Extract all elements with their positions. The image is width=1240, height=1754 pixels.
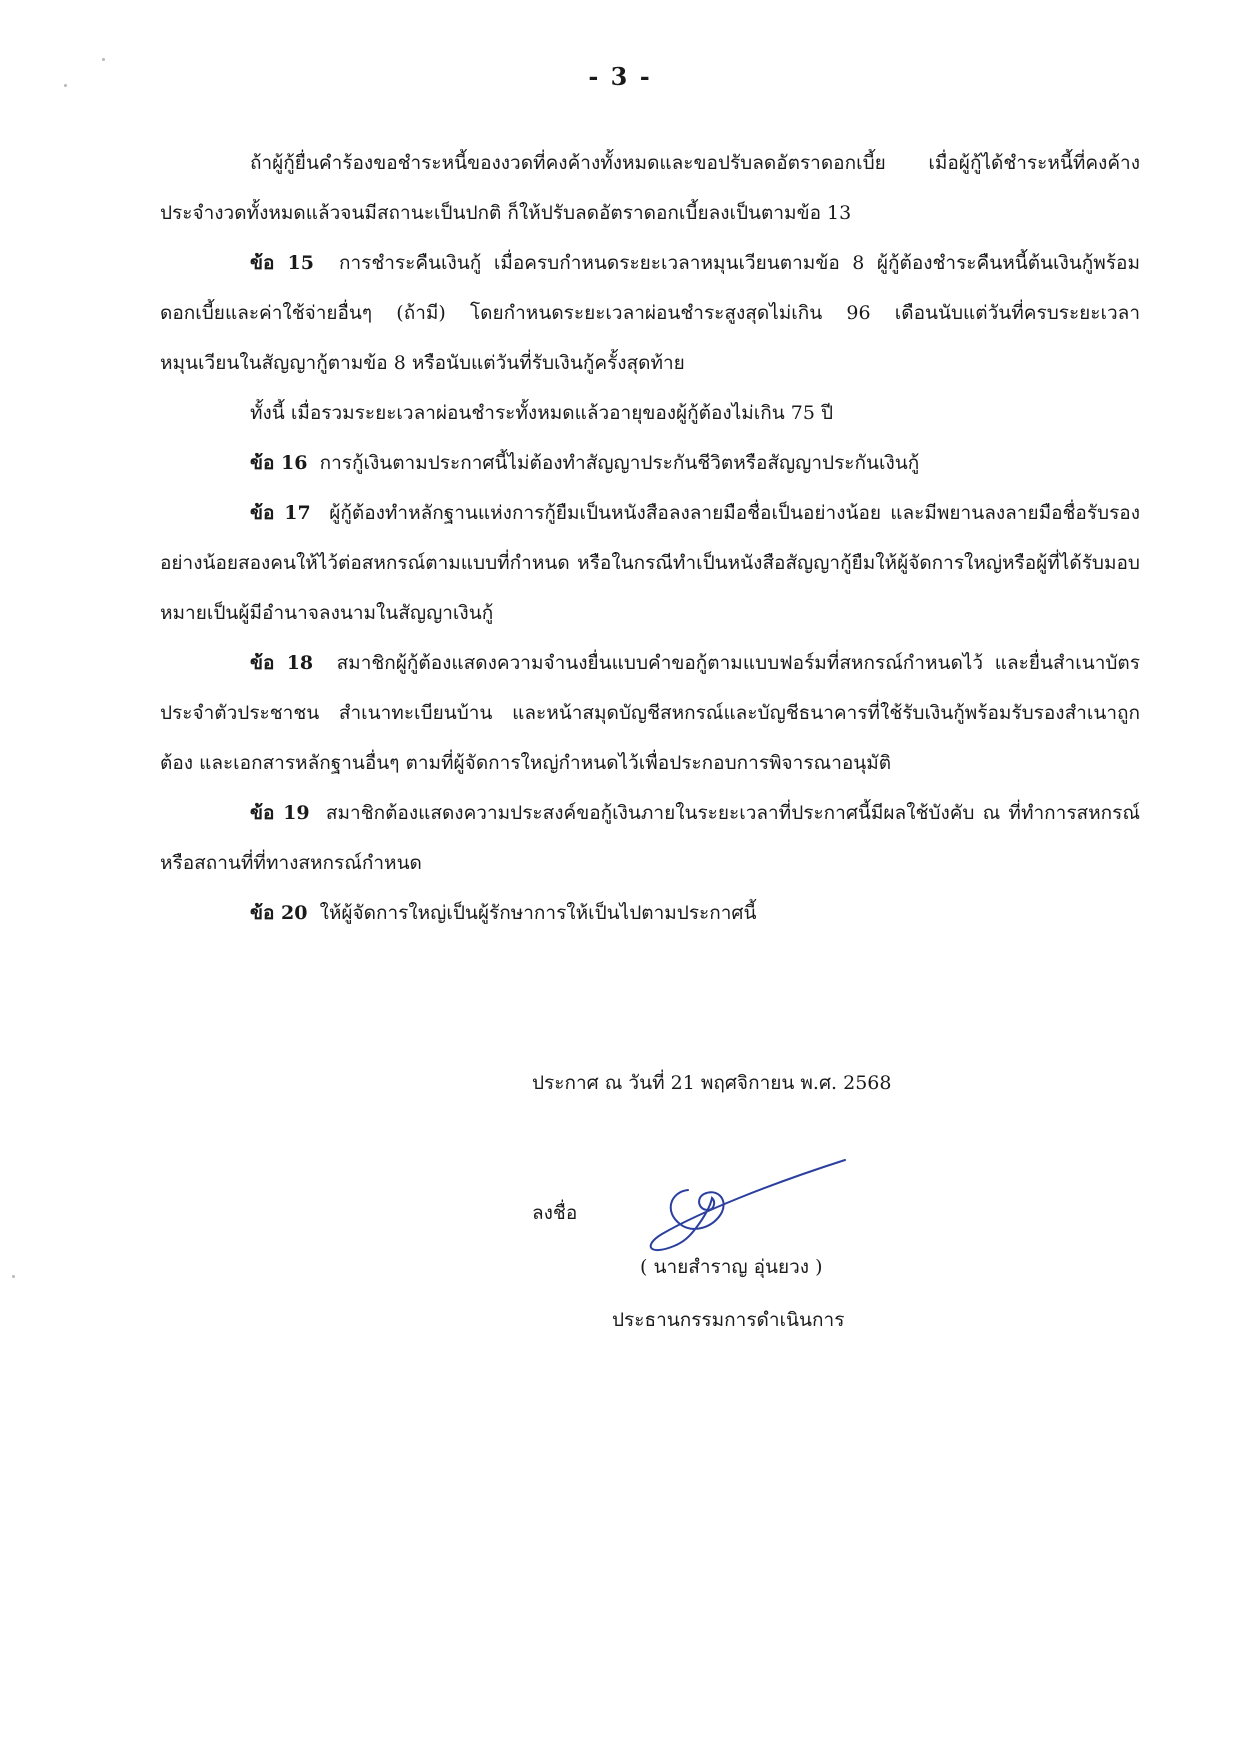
document-body xyxy=(160,138,1140,938)
paragraph-clause-17 xyxy=(160,488,1140,638)
paragraph-text: ทั้งนี้ เมื่อรวมระยะเวลาผ่อนชำระทั้งหมดแล้วอายุของผู้กู้ต้องไม่เกิน 75 ปี xyxy=(250,402,834,424)
clause-number: ข้อ 19 xyxy=(250,802,310,824)
page-number: - 3 - xyxy=(588,62,652,91)
clause-number: ข้อ 15 xyxy=(250,252,314,274)
paragraph-text: ให้ผู้จัดการใหญ่เป็นผู้รักษาการให้เป็นไปตามประกาศนี้ xyxy=(319,902,757,924)
clause-number: ข้อ 18 xyxy=(250,652,314,674)
paragraph-text: การกู้เงินตามประกาศนี้ไม่ต้องทำสัญญาประกันชีวิตหรือสัญญาประกันเงินกู้ xyxy=(319,452,920,474)
paragraph-clause-18 xyxy=(160,638,1140,788)
paragraph-intro xyxy=(160,138,1140,238)
scan-speck xyxy=(102,58,105,61)
paragraph-clause-19 xyxy=(160,788,1140,888)
paragraph-clause-15 xyxy=(160,238,1140,388)
paragraph-text: สมาชิกผู้กู้ต้องแสดงความจำนงยื่นแบบคำขอกู้ตามแบบฟอร์มที่สหกรณ์กำหนดไว้ และยื่นสำเนาบัตรประจำตัวประชาชน สำเนาทะเบียนบ้าน และหน้าสมุดบัญชีสหกรณ์และบัญชีธนาคารที่ใช้รับเงินกู้พร้อมรับรองสำเนาถูกต้อง และเอกสารหลักฐานอื่นๆ ตามที่ผู้จัดการใหญ่กำหนดไว้เพื่อประกอบการพิจารณาอนุมัติ xyxy=(160,652,1140,774)
signer-name: ( นายสำราญ อุ่นยวง ) xyxy=(640,1256,823,1278)
paragraph-text: การชำระคืนเงินกู้ เมื่อครบกำหนดระยะเวลาหมุนเวียนตามข้อ 8 ผู้กู้ต้องชำระคืนหนี้ต้นเงินกู้พร้อมดอกเบี้ยและค่าใช้จ่ายอื่นๆ (ถ้ามี) โดยกำหนดระยะเวลาผ่อนชำระสูงสุดไม่เกิน 96 เดือนนับแต่วันที่ครบระยะเวลาหมุนเวียนในสัญญากู้ตามข้อ 8 หรือนับแต่วันที่รับเงินกู้ครั้งสุดท้าย xyxy=(160,252,1140,374)
signer-title: ประธานกรรมการดำเนินการ xyxy=(612,1309,845,1331)
paragraph-text: ถ้าผู้กู้ยื่นคำร้องขอชำระหนี้ของงวดที่คงค้างทั้งหมดและขอปรับลดอัตราดอกเบี้ย เมื่อผู้กู้ได้ชำระหนี้ที่คงค้างประจำงวดทั้งหมดแล้วจนมีสถานะเป็นปกติ ก็ให้ปรับลดอัตราดอกเบี้ยลงเป็นตามข้อ 13 xyxy=(160,152,1140,224)
paragraph-text: ผู้กู้ต้องทำหลักฐานแห่งการกู้ยืมเป็นหนังสือลงลายมือชื่อเป็นอย่างน้อย และมีพยานลงลายมือชื่อรับรองอย่างน้อยสองคนให้ไว้ต่อสหกรณ์ตามแบบที่กำหนด หรือในกรณีทำเป็นหนังสือสัญญากู้ยืมให้ผู้จัดการใหญ่หรือผู้ที่ได้รับมอบหมายเป็นผู้มีอำนาจลงนามในสัญญาเงินกู้ xyxy=(160,502,1140,624)
paragraph-clause-16 xyxy=(160,438,1140,488)
paragraph-clause-20 xyxy=(160,888,1140,938)
clause-number: ข้อ 20 xyxy=(250,902,308,924)
clause-number: ข้อ 16 xyxy=(250,452,308,474)
paragraph-age-limit xyxy=(160,388,1140,438)
announcement-date: ประกาศ ณ วันที่ 21 พฤศจิกายน พ.ศ. 2568 xyxy=(532,1072,892,1094)
scan-speck xyxy=(12,1275,15,1278)
handwritten-signature xyxy=(640,1150,850,1260)
sign-label: ลงชื่อ xyxy=(532,1202,578,1224)
paragraph-text: สมาชิกต้องแสดงความประสงค์ขอกู้เงินภายในระยะเวลาที่ประกาศนี้มีผลใช้บังคับ ณ ที่ทำการสหกรณ์ หรือสถานที่ที่ทางสหกรณ์กำหนด xyxy=(160,802,1140,874)
clause-number: ข้อ 17 xyxy=(250,502,311,524)
